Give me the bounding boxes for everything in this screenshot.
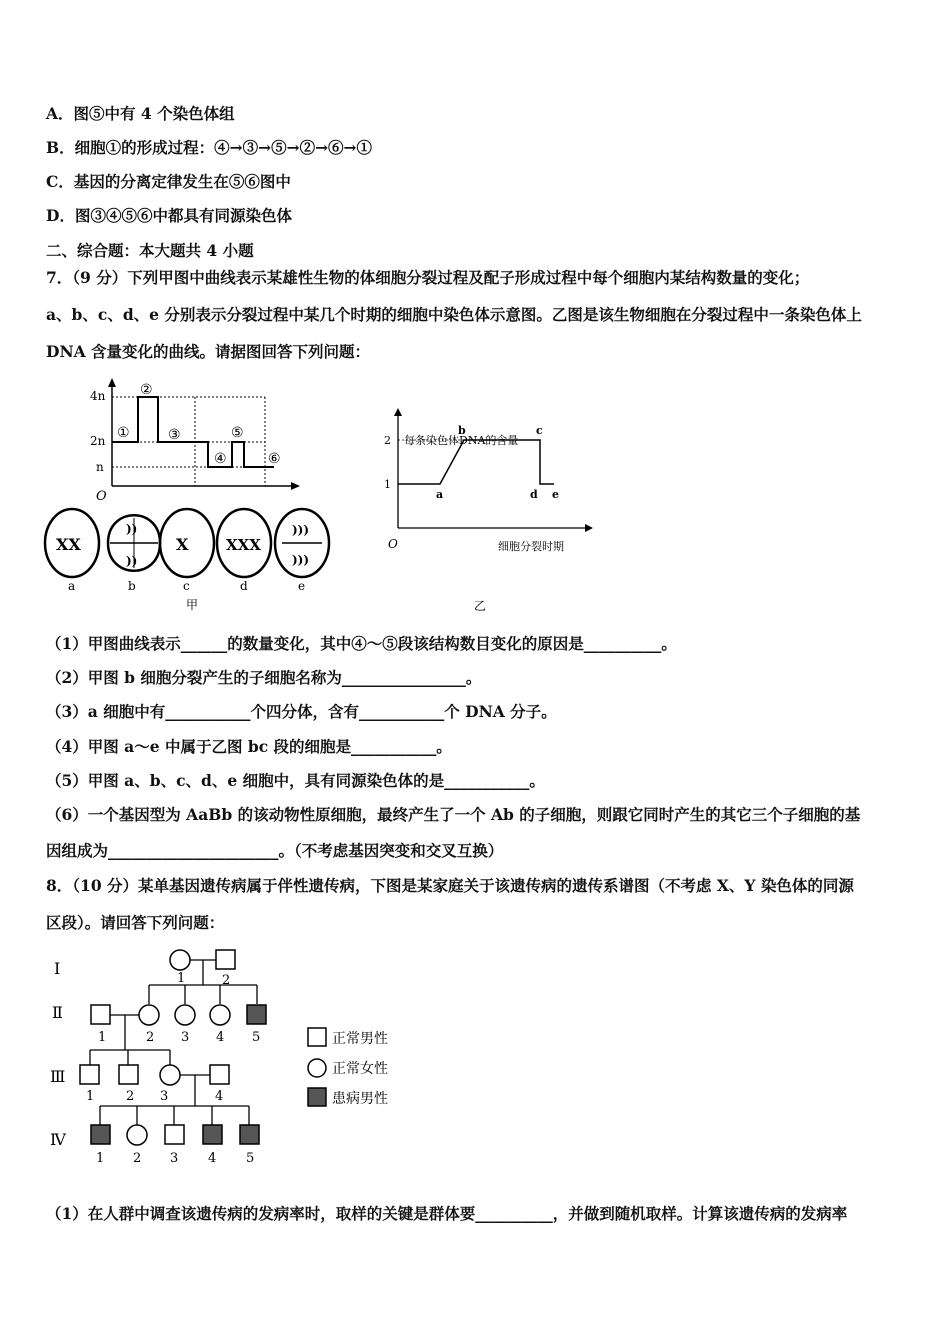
gen2-num-4: 4 — [216, 1030, 225, 1045]
svg-text:XX: XX — [56, 535, 81, 554]
figure-jia — [40, 378, 340, 614]
gen2-num-3: 3 — [181, 1030, 190, 1045]
cell-a — [45, 509, 99, 577]
cell-b — [108, 515, 160, 571]
gen3-num-3: 3 — [160, 1089, 169, 1104]
svg-text:)): )) — [126, 554, 138, 568]
q7-sub1: （1）甲图曲线表示______的数量变化，其中④～⑤段该结构数目变化的原因是__________。 — [46, 634, 677, 653]
pedigree-legend — [308, 1028, 388, 1107]
gen-label-1: Ⅰ — [54, 959, 61, 978]
point-label-e: e — [552, 488, 559, 501]
q8-stem-line2: 区段）。请回答下列问题： — [46, 913, 225, 932]
y-label-n: n — [96, 460, 104, 474]
segment-4: ④ — [214, 451, 227, 467]
gen-label-2: Ⅱ — [52, 1003, 63, 1022]
chart-ylabel: 每条染色体DNA的含量 — [404, 434, 519, 447]
cell-label-c: c — [183, 579, 190, 593]
segment-5: ⑤ — [231, 425, 244, 441]
q7-sub5: （5）甲图 a、b、c、d、e 细胞中，具有同源染色体的是___________。 — [46, 771, 545, 790]
origin-label: O — [96, 489, 107, 504]
cell-label-a: a — [68, 579, 76, 593]
gen3-num-4: 4 — [215, 1089, 224, 1104]
section-title: 二、综合题：本大题共 4 小题 — [46, 241, 254, 260]
gen4-num-1: 1 — [96, 1151, 105, 1166]
cell-d — [217, 509, 271, 577]
gen2-num-1: 1 — [98, 1030, 107, 1045]
gen-label-3: Ⅲ — [50, 1067, 66, 1086]
gen4-num-5: 5 — [246, 1151, 255, 1166]
gen1-num-2: 2 — [222, 973, 231, 988]
gen4-num-4: 4 — [208, 1151, 217, 1166]
gen-label-4: Ⅳ — [50, 1130, 66, 1149]
q7-sub2: （2）甲图 b 细胞分裂产生的子细胞名称为________________。 — [46, 668, 482, 687]
y-tick-2: 2 — [384, 434, 391, 447]
pedigree-chart — [40, 940, 460, 1172]
cell-label-d: d — [240, 579, 248, 593]
point-label-b: b — [458, 424, 466, 437]
y-label-4n: 4n — [90, 389, 106, 403]
q7-stem-line1: 7．（9 分）下列甲图中曲线表示某雄性生物的体细胞分裂过程及配子形成过程中每个细胞内某结构数量的变化； — [46, 268, 810, 287]
y-label-2n: 2n — [90, 434, 106, 448]
q8-sub1: （1）在人群中调查该遗传病的发病率时，取样的关键是群体要__________，并做到随机取样。计算该遗传病的发病率 — [46, 1204, 848, 1223]
svg-text:X: X — [176, 535, 189, 554]
figure-caption-yi: 乙 — [474, 599, 487, 613]
legend-normal-female: 正常女性 — [332, 1061, 388, 1077]
figure-yi — [378, 408, 598, 614]
chart-origin: O — [388, 537, 398, 551]
gen3-num-1: 1 — [86, 1089, 95, 1104]
cell-c — [160, 509, 214, 577]
q7-sub6-line1: （6）一个基因型为 AaBb 的该动物性原细胞，最终产生了一个 Ab 的子细胞，则跟它同时产生的其它三个子细胞的基 — [46, 805, 861, 824]
point-label-c: c — [536, 424, 543, 437]
gen3-num-2: 2 — [126, 1089, 135, 1104]
cell-e — [275, 509, 329, 577]
gen2-num-2: 2 — [146, 1030, 155, 1045]
gen4-num-3: 3 — [170, 1151, 179, 1166]
segment-2: ② — [140, 382, 153, 398]
option-b: B．细胞①的形成过程：④→③→⑤→②→⑥→① — [46, 138, 373, 157]
svg-text:)): )) — [126, 522, 138, 536]
gen2-num-5: 5 — [252, 1030, 261, 1045]
cell-label-e: e — [298, 579, 306, 593]
chart-xlabel: 细胞分裂时期 — [498, 540, 564, 553]
gen4-num-2: 2 — [133, 1151, 142, 1166]
option-a: A．图⑤中有 4 个染色体组 — [46, 104, 235, 123]
cell-label-b: b — [128, 579, 136, 593]
y-tick-1: 1 — [384, 478, 391, 491]
segment-6: ⑥ — [268, 451, 281, 467]
figure-caption-jia: 甲 — [186, 598, 199, 612]
q7-sub4: （4）甲图 a～e 中属于乙图 bc 段的细胞是___________。 — [46, 737, 452, 756]
point-label-d: d — [530, 488, 538, 501]
q7-stem-line3: DNA 含量变化的曲线。请据图回答下列问题： — [46, 342, 371, 361]
gen1-num-1: 1 — [177, 971, 186, 986]
q7-sub3: （3）a 细胞中有___________个四分体，含有___________个 DNA 分子。 — [46, 702, 557, 721]
legend-affected-male: 患病男性 — [332, 1091, 388, 1107]
segment-3: ③ — [168, 427, 181, 443]
option-d: D．图③④⑤⑥中都具有同源染色体 — [46, 206, 292, 225]
q7-sub6-line2: 因组成为______________________。（不考虑基因突变和交叉互换） — [46, 841, 504, 860]
segment-1: ① — [117, 425, 130, 441]
svg-text:))): ))) — [292, 553, 310, 567]
svg-text:XXX: XXX — [226, 536, 261, 554]
legend-normal-male: 正常男性 — [332, 1031, 388, 1047]
q7-stem-line2: a、b、c、d、e 分别表示分裂过程中某几个时期的细胞中染色体示意图。乙图是该生物细胞在分裂过程中一条染色体上 — [46, 305, 862, 324]
option-c: C．基因的分离定律发生在⑤⑥图中 — [46, 172, 291, 191]
svg-text:))): ))) — [292, 523, 310, 537]
point-label-a: a — [436, 488, 444, 501]
q8-stem-line1: 8．（10 分）某单基因遗传病属于伴性遗传病，下图是某家庭关于该遗传病的遗传系谱图（不考虑 X、Y 染色体的同源 — [46, 876, 854, 895]
